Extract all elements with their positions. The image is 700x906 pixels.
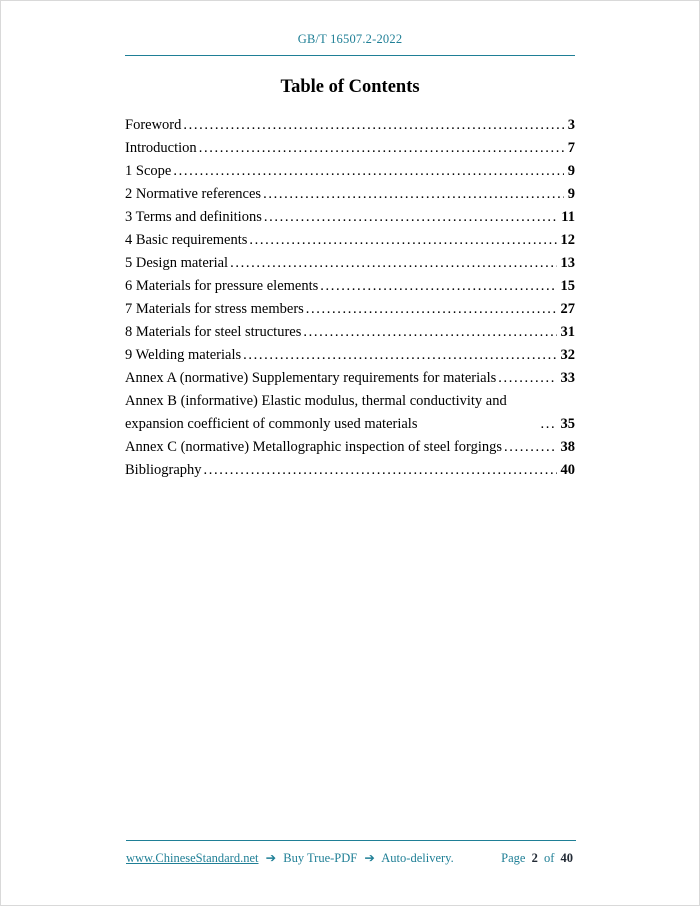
page-header (125, 1, 575, 56)
footer-delivery-label: Auto-delivery. (381, 851, 454, 865)
toc-leader-dots (498, 367, 556, 390)
toc-entry-page: 11 (561, 209, 575, 225)
page-footer (126, 840, 576, 866)
arrow-icon: ➔ (265, 851, 277, 865)
toc-entry-page: 40 (560, 462, 575, 478)
footer-current-page: 2 (531, 851, 538, 865)
toc-entry-label: Annex C (normative) Metallographic inspection of steel forgings (125, 439, 503, 455)
toc-entry-label: 4 Basic requirements (125, 232, 248, 248)
footer-buy-label: Buy True-PDF (283, 851, 358, 865)
toc-leader-dots (173, 160, 563, 183)
toc-entry-label: 5 Design material (125, 255, 229, 271)
page-content (125, 77, 575, 482)
footer-of-label: of (543, 851, 555, 865)
toc-leader-dots (320, 275, 556, 298)
toc-leader-dots (541, 413, 557, 436)
toc-entry-label: Annex B (informative) Elastic modulus, thermal conductivity and expansion coefficient of commonly used materials (125, 393, 507, 432)
toc-entry-page: 7 (567, 140, 575, 156)
toc-entry-label: 6 Materials for pressure elements (125, 278, 319, 294)
toc-entry-page: 3 (567, 117, 575, 133)
toc-entry (125, 252, 575, 275)
footer-page-label: Page (501, 851, 526, 865)
toc-leader-dots (264, 206, 557, 229)
toc-entry-page: 27 (560, 301, 575, 317)
toc-leader-dots (230, 252, 556, 275)
toc-entry (125, 298, 575, 321)
toc-entry (125, 321, 575, 344)
toc-leader-dots (249, 229, 556, 252)
toc-entry (125, 275, 575, 298)
toc-entry-page: 35 (560, 416, 575, 432)
toc-entry (125, 183, 575, 206)
arrow-icon: ➔ (364, 851, 375, 865)
toc-entry-page: 33 (560, 370, 575, 386)
toc-entry (125, 367, 575, 390)
toc-entry-page: 9 (567, 186, 575, 202)
toc-entry (125, 114, 575, 137)
toc-leader-dots (263, 183, 564, 206)
toc-leader-dots (303, 321, 556, 344)
toc-entry (125, 137, 575, 160)
toc-entry-label: Foreword (125, 117, 182, 133)
toc-entry-page: 32 (560, 347, 575, 363)
toc-entry (125, 436, 575, 459)
page-title: Table of Contents (280, 77, 420, 97)
toc-leader-dots (204, 459, 557, 482)
footer-left (126, 850, 454, 866)
toc-entry (125, 459, 575, 482)
toc-entry-label: 8 Materials for steel structures (125, 324, 302, 340)
toc-entry-label: Bibliography (125, 462, 202, 478)
footer-page-indicator (501, 851, 576, 866)
toc-entry (125, 390, 575, 436)
toc-leader-dots (183, 114, 563, 137)
toc-entry-page: 13 (560, 255, 575, 271)
toc-entry (125, 229, 575, 252)
toc-entry (125, 160, 575, 183)
toc-entry-label: Annex A (normative) Supplementary requirements for materials (125, 370, 497, 386)
toc-entry-page: 9 (567, 163, 575, 179)
toc-leader-dots (199, 137, 564, 160)
toc-entry-page: 38 (560, 439, 575, 455)
footer-website-link[interactable]: www.ChineseStandard.net (126, 851, 259, 865)
document-number: GB/T 16507.2-2022 (297, 32, 403, 46)
toc-entry (125, 344, 575, 367)
toc-entry-page: 15 (560, 278, 575, 294)
toc-entry-label: 2 Normative references (125, 186, 262, 202)
toc-leader-dots (306, 298, 557, 321)
toc-entry-page: 31 (560, 324, 575, 340)
toc-entry-label: Introduction (125, 140, 197, 156)
toc-leader-dots (504, 436, 556, 459)
footer-total-pages: 40 (560, 851, 573, 865)
toc-leader-dots (243, 344, 556, 367)
toc-entry-label: 3 Terms and definitions (125, 209, 262, 225)
toc-entry-page: 12 (560, 232, 575, 248)
toc-list (125, 114, 575, 482)
toc-entry-label: 9 Welding materials (125, 347, 242, 363)
toc-entry-label: 1 Scope (125, 163, 172, 179)
toc-entry-label: 7 Materials for stress members (125, 301, 304, 317)
toc-entry (125, 206, 575, 229)
